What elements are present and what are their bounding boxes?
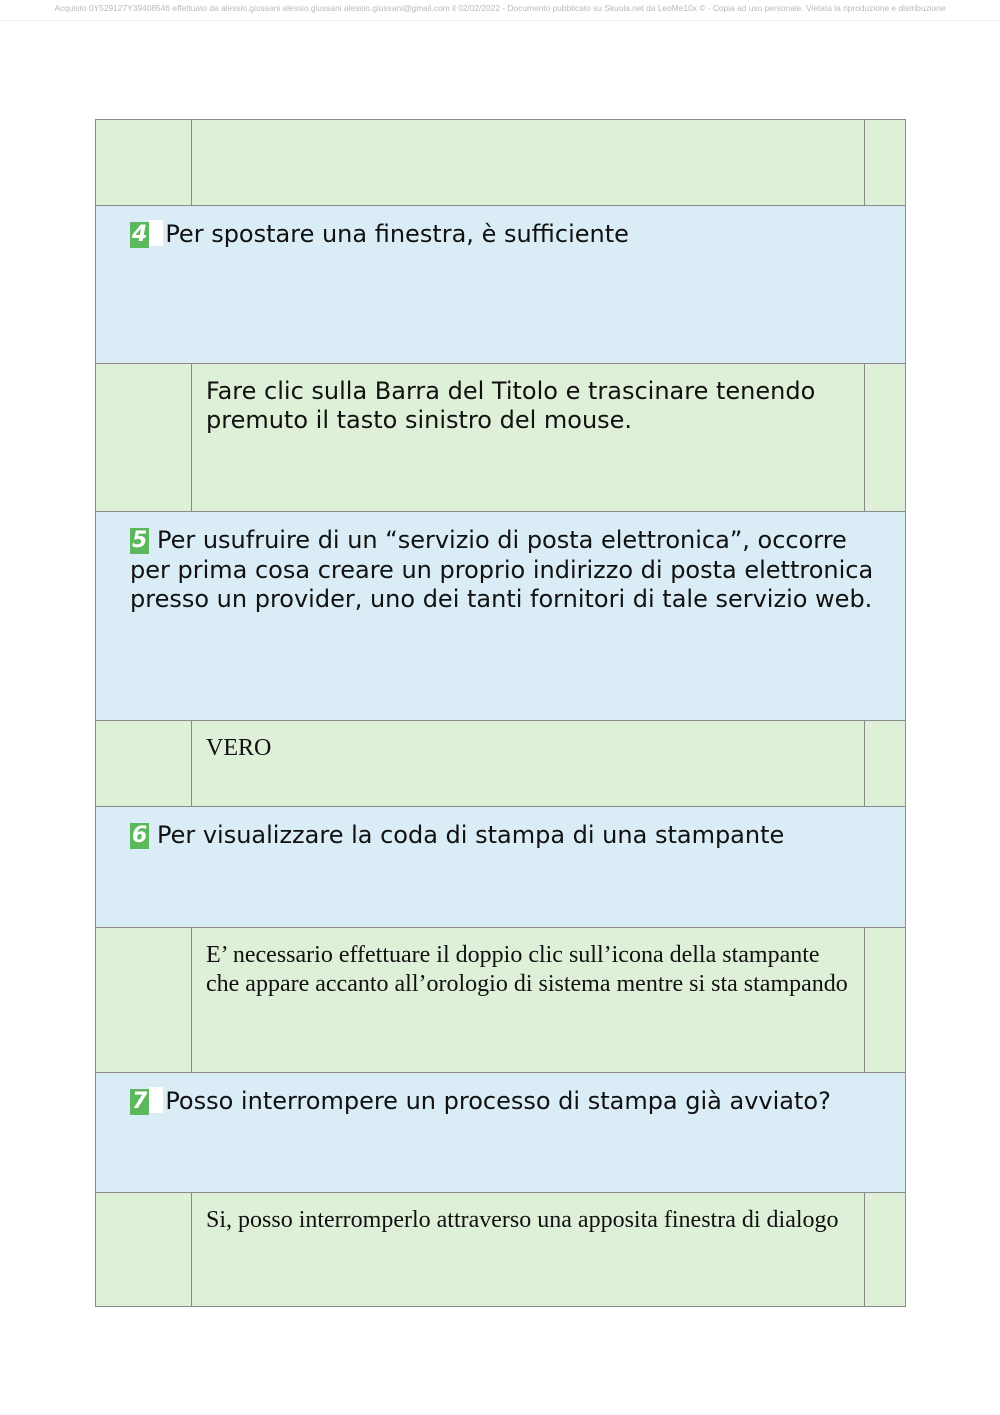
watermark-text: Acquisto 0Y529127Y39408546 effettuato da alessio.giussani alessio.giussani alessio.giussani@gmail.com il 02/02/2022 - Documento pubblicato su Skuola.net da LeoMe10x © - Copia ad uso personale. Vietata la riproduzione e distribuzione — [54, 3, 946, 13]
quiz-table — [95, 119, 906, 1307]
question-row-7 — [96, 1072, 905, 1192]
question-text — [130, 220, 881, 250]
answer-row-7 — [96, 1192, 905, 1306]
question-label: Posso interrompere un processo di stampa già avviato? — [165, 1087, 831, 1115]
answer-text: Fare clic sulla Barra del Titolo e trascinare tenendo premuto il tasto sinistro del mouse. — [206, 377, 816, 434]
question-number-badge: 5 — [132, 528, 148, 553]
question-row-5 — [96, 511, 905, 720]
header-divider — [0, 20, 1000, 21]
question-number-badge: 4 — [132, 222, 148, 247]
answer-text: Si, posso interromperlo attraverso una apposita finestra di dialogo — [206, 1207, 839, 1233]
question-number-badge: 6 — [132, 823, 148, 848]
answer-row-5 — [96, 720, 905, 806]
question-label: Per visualizzare la coda di stampa di una stampante — [156, 821, 785, 849]
question-text — [130, 821, 881, 851]
question-row-6 — [96, 806, 905, 927]
answer-text: VERO — [206, 735, 272, 761]
question-label: Per spostare una finestra, è sufficiente — [165, 220, 629, 248]
question-text — [130, 1087, 881, 1117]
answer-row-previous — [96, 120, 905, 205]
question-number-badge: 7 — [132, 1089, 148, 1114]
question-label: Per usufruire di un “servizio di posta elettronica”, occorre per prima cosa creare un proprio indirizzo di posta elettronica presso un provider, uno dei tanti fornitori di tale servizio web. — [130, 526, 874, 613]
answer-text: E’ necessario effettuare il doppio clic sull’icona della stampante che appare accanto all’orologio di sistema mentre si sta stampando — [206, 942, 848, 997]
answer-row-4 — [96, 363, 905, 511]
answer-row-6 — [96, 927, 905, 1072]
question-text — [130, 526, 881, 615]
question-row-4 — [96, 205, 905, 363]
